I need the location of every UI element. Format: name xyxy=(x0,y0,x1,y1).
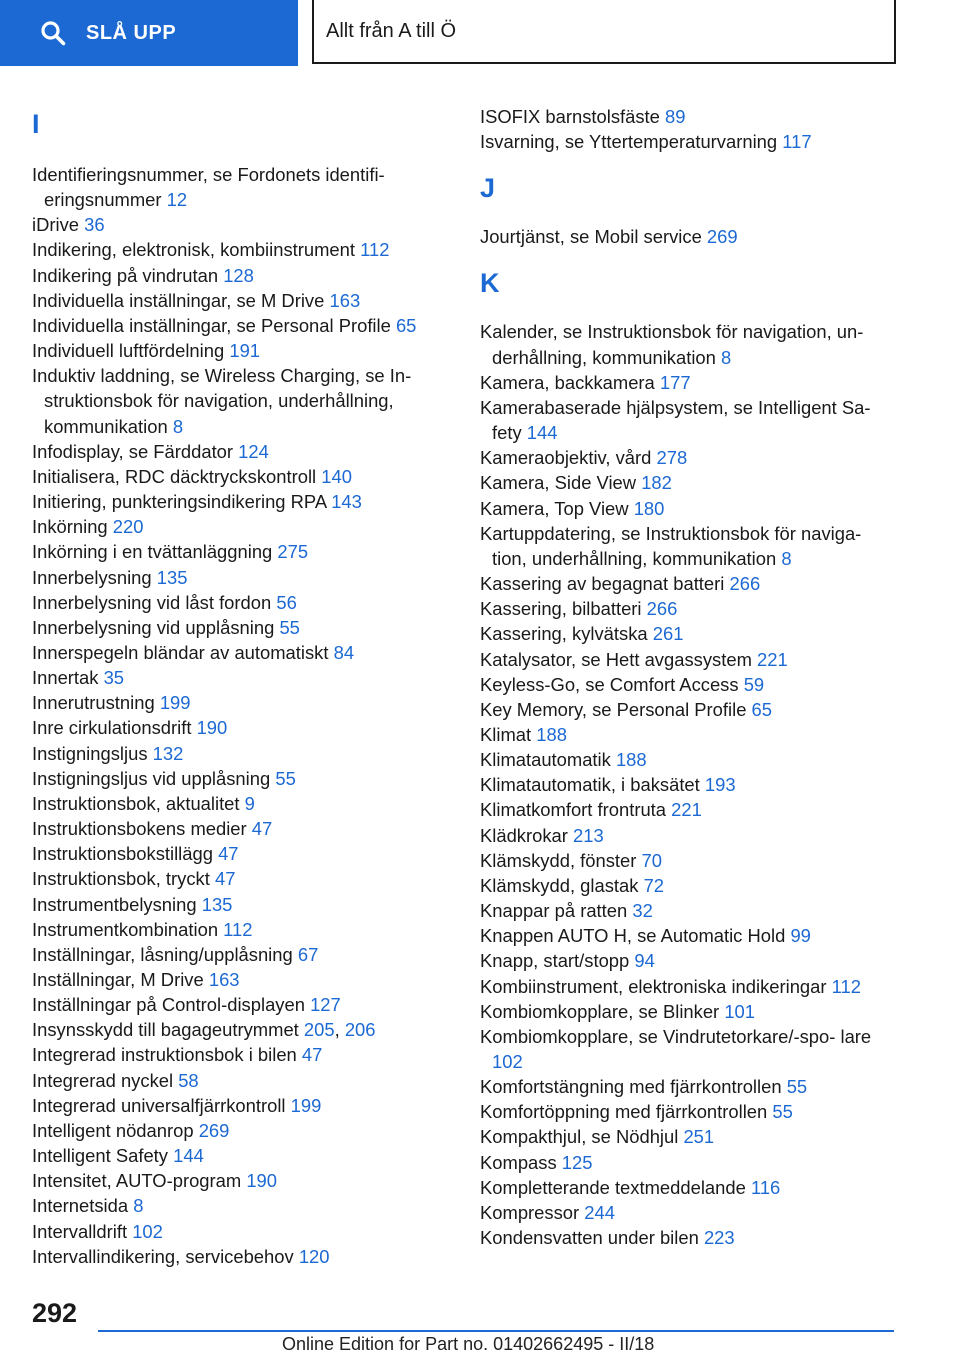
index-list-k xyxy=(480,319,900,1250)
index-entry-text: Knappar på ratten xyxy=(480,900,628,922)
index-entry xyxy=(480,672,900,697)
index-entry xyxy=(32,1118,442,1143)
index-entry xyxy=(32,590,442,615)
index-entry-text: Kassering, kylvätska xyxy=(480,623,648,645)
index-entry xyxy=(480,224,900,249)
page-reference-link[interactable]: 199 xyxy=(159,692,191,714)
index-entry xyxy=(480,722,900,747)
index-entry: Insynsskydd till bagageutrymmet 205, 206 xyxy=(32,1019,376,1041)
index-entry xyxy=(32,640,442,665)
page-reference-link[interactable]: 112 xyxy=(360,239,390,261)
index-entry xyxy=(32,162,442,212)
index-entry xyxy=(32,866,442,891)
section-letter-k: K xyxy=(480,268,500,299)
index-entry-text: Initialisera, RDC däcktryckskontroll xyxy=(32,465,317,487)
index-entry xyxy=(480,747,900,772)
index-entry xyxy=(480,129,900,154)
index-entry xyxy=(480,898,900,923)
index-entry xyxy=(480,797,900,822)
index-entry xyxy=(480,697,900,722)
page-reference-link[interactable]: 84 xyxy=(333,641,355,663)
page-reference-link[interactable]: 101 xyxy=(724,1000,755,1022)
page-reference-link[interactable]: 177 xyxy=(659,371,691,393)
page-reference-link[interactable]: 72 xyxy=(643,874,665,896)
index-entry-text: Inställningar, låsning/upplåsning xyxy=(32,943,293,965)
page-reference-link[interactable]: 120 xyxy=(298,1245,330,1267)
index-entry-text: Kassering, bilbatteri xyxy=(480,598,642,620)
index-entry-text: Intelligent Safety xyxy=(32,1145,168,1167)
page-reference-link[interactable]: 116 xyxy=(750,1176,781,1198)
page-reference-link[interactable]: 89 xyxy=(665,106,686,127)
page-reference-link[interactable]: 55 xyxy=(279,616,300,638)
index-entry xyxy=(32,565,442,590)
index-list-i xyxy=(32,162,442,1269)
index-entry xyxy=(32,288,442,313)
index-entry-text: Individuell luftfördelning xyxy=(32,340,225,362)
index-entry xyxy=(480,848,900,873)
page-reference-link[interactable]: 8 xyxy=(781,547,792,569)
index-entry-text: Klimatkomfort frontruta xyxy=(480,799,667,821)
index-entry xyxy=(480,1099,900,1124)
page-reference-link[interactable]: 188 xyxy=(536,723,567,745)
index-entry xyxy=(32,615,442,640)
page-reference-link[interactable]: 144 xyxy=(526,422,558,444)
page-reference-link[interactable]: 8 xyxy=(133,1195,144,1217)
page-reference-link[interactable]: 47 xyxy=(301,1044,323,1066)
index-entry-text: Induktiv laddning, se Wireless Charging, se In- struktionsbok för navigation, underhållning, kommunikation xyxy=(32,365,412,437)
index-entry xyxy=(480,395,900,445)
page-reference-link[interactable]: 143 xyxy=(331,491,362,513)
index-entry xyxy=(32,539,442,564)
index-entry xyxy=(32,690,442,715)
index-entry-text: Innerutrustning xyxy=(32,692,155,714)
index-entry xyxy=(480,1225,900,1250)
index-entry xyxy=(32,489,442,514)
index-entry-text: Klädkrokar xyxy=(480,824,568,846)
page-reference-link[interactable]: 220 xyxy=(112,516,144,538)
index-entry xyxy=(32,791,442,816)
index-entry-text: Indikering på vindrutan xyxy=(32,264,219,286)
index-column-right xyxy=(480,104,900,1250)
index-entry-text: Knappen AUTO H, se Automatic Hold xyxy=(480,925,786,947)
index-entry xyxy=(32,1168,442,1193)
index-entry-text: Kompressor xyxy=(480,1201,580,1223)
index-entry-text: Individuella inställningar, se M Drive xyxy=(32,289,325,311)
page-reference-link[interactable]: 163 xyxy=(329,289,361,311)
page-reference-link[interactable]: 8 xyxy=(721,346,732,368)
index-entry xyxy=(32,464,442,489)
index-entry-text: Innerbelysning vid upplåsning xyxy=(32,616,275,638)
page-reference-link[interactable]: 127 xyxy=(310,994,341,1016)
index-entry-text: Kombiomkopplare, se Vindrutetorkare/-spo- lare xyxy=(480,1025,872,1047)
index-entry xyxy=(480,873,900,898)
index-entry xyxy=(480,923,900,948)
index-entry-text: Katalysator, se Hett avgassystem xyxy=(480,648,752,670)
top-bar xyxy=(0,0,960,68)
index-entry xyxy=(32,942,442,967)
page-reference-link[interactable]: 35 xyxy=(103,667,125,689)
page-reference-link[interactable]: 112 xyxy=(223,918,253,940)
page-reference-link[interactable]: 278 xyxy=(656,447,688,469)
index-entry-text: Instigningsljus vid upplåsning xyxy=(32,767,271,789)
index-entry-text: Komfortöppning med fjärrkontrollen xyxy=(480,1101,768,1123)
index-entry xyxy=(32,892,442,917)
page-reference-link[interactable]: 269 xyxy=(706,226,738,248)
page-reference-link[interactable]: 266 xyxy=(729,573,761,595)
index-entry-text: Key Memory, se Personal Profile xyxy=(480,698,747,720)
page-number: 292 xyxy=(32,1298,78,1328)
index-column-left xyxy=(32,104,442,1269)
index-entry-text: Isvarning, se Yttertemperaturvarning xyxy=(480,131,778,153)
index-list-j xyxy=(480,224,900,249)
index-entry xyxy=(480,571,900,596)
page-reference-link[interactable]: 47 xyxy=(214,868,236,890)
index-entry xyxy=(480,521,900,571)
index-entry xyxy=(32,1042,442,1067)
page-reference-link[interactable]: 36 xyxy=(84,214,105,236)
index-entry-text: Kondensvatten under bilen xyxy=(480,1227,699,1249)
index-entry-text: Kassering av begagnat batteri xyxy=(480,573,725,595)
index-entry-text: Indikering, elektronisk, kombiinstrument xyxy=(32,239,355,261)
page-reference-link[interactable]: 102 xyxy=(132,1220,163,1242)
index-entry xyxy=(480,1024,900,1074)
index-entry-text: Komfortstängning med fjärrkontrollen xyxy=(480,1076,782,1098)
index-entry xyxy=(32,1143,442,1168)
page-reference-link[interactable]: 55 xyxy=(772,1101,793,1123)
index-entry-text: Inkörning i en tvättanläggning xyxy=(32,541,273,563)
page-reference-link[interactable]: 94 xyxy=(634,950,655,972)
index-entry xyxy=(32,741,442,766)
section-letter-i: I xyxy=(32,109,40,139)
index-entry xyxy=(480,1200,900,1225)
page-reference-link[interactable]: 221 xyxy=(671,799,702,821)
page-reference-link[interactable]: 58 xyxy=(178,1069,199,1091)
page-reference-link[interactable]: 266 xyxy=(646,598,678,620)
page-reference-link[interactable]: 191 xyxy=(229,340,261,362)
page-reference-link[interactable]: 65 xyxy=(395,314,417,336)
index-entry xyxy=(480,596,900,621)
index-entry-text: Inställningar, M Drive xyxy=(32,969,204,990)
index-entry-text: Instruktionsbok, tryckt xyxy=(32,868,210,890)
index-entry-text: Innerbelysning vid låst fordon xyxy=(32,591,272,613)
index-entry-text: Identifieringsnummer, se Fordonets identifi- eringsnummer xyxy=(32,164,385,211)
index-entry-text: Klimat xyxy=(480,723,532,745)
page-reference-link[interactable]: 12 xyxy=(166,189,188,211)
index-entry-text: Integrerad universalfjärrkontroll xyxy=(32,1094,286,1116)
page-reference-link[interactable]: 190 xyxy=(196,717,228,739)
page-reference-link[interactable]: 112 xyxy=(831,975,861,997)
index-entry-text: Kompakthjul, se Nödhjul xyxy=(480,1126,679,1148)
page-reference-link[interactable]: 140 xyxy=(321,465,352,487)
index-entry xyxy=(32,263,442,288)
index-entry-text: ISOFIX barnstolsfäste xyxy=(480,106,660,127)
page-reference-link[interactable]: 206 xyxy=(344,1019,376,1041)
index-entry-text: Instrumentkombination xyxy=(32,918,219,940)
index-entry-text: Klimatautomatik xyxy=(480,749,611,771)
page-reference-link[interactable]: 59 xyxy=(743,673,765,695)
index-entry-text: Insynsskydd till bagageutrymmet xyxy=(32,1019,299,1041)
page-title: Allt från A till Ö xyxy=(312,0,896,64)
footer-divider xyxy=(98,1330,894,1332)
index-list-i-continued xyxy=(480,104,900,154)
page-reference-link[interactable]: 135 xyxy=(156,566,188,588)
index-entry-text: Instigningsljus xyxy=(32,742,148,764)
index-entry xyxy=(480,1175,900,1200)
index-entry-text: Intervalldrift xyxy=(32,1220,128,1242)
index-entry-text: Integrerad nyckel xyxy=(32,1069,174,1091)
index-entry-text: Intervallindikering, servicebehov xyxy=(32,1245,294,1267)
page-reference-link[interactable]: 221 xyxy=(757,648,788,670)
page-reference-link[interactable]: 8 xyxy=(172,415,184,437)
search-icon xyxy=(40,20,66,46)
index-entry xyxy=(32,212,442,237)
page-reference-link[interactable]: 9 xyxy=(244,792,255,814)
index-entry xyxy=(480,647,900,672)
page-reference-link[interactable]: 125 xyxy=(561,1151,593,1173)
index-entry xyxy=(480,1124,900,1149)
index-entry-text: Kalender, se Instruktionsbok för navigation, un- derhållning, kommunikation xyxy=(480,321,864,368)
index-entry-text: Klämskydd, fönster xyxy=(480,849,637,871)
index-entry xyxy=(32,715,442,740)
page-reference-link[interactable]: 124 xyxy=(238,440,269,462)
index-entry xyxy=(32,338,442,363)
index-entry-text: Kamera, Top View xyxy=(480,497,629,519)
search-button[interactable] xyxy=(0,0,298,66)
page-reference-link[interactable]: 251 xyxy=(683,1126,715,1148)
index-entry-text: Intensitet, AUTO-program xyxy=(32,1170,242,1192)
index-entry xyxy=(480,948,900,973)
page-reference-link[interactable]: 102 xyxy=(492,1051,523,1072)
index-entry-text: Jourtjänst, se Mobil service xyxy=(480,226,702,248)
index-entry-text: Innerspegeln bländar av automatiskt xyxy=(32,641,329,663)
page-reference-link[interactable]: 70 xyxy=(641,849,662,871)
page-reference-link[interactable]: 117 xyxy=(782,131,812,153)
index-entry xyxy=(480,104,900,129)
index-entry xyxy=(480,470,900,495)
index-entry xyxy=(32,237,442,262)
page-reference-link[interactable]: 55 xyxy=(275,767,296,789)
index-entry-text: Kameraobjektiv, vård xyxy=(480,447,652,469)
page-reference-link[interactable]: 188 xyxy=(615,749,647,771)
index-entry-text: Instruktionsbokstillägg xyxy=(32,843,213,865)
index-entry xyxy=(480,1074,900,1099)
page-reference-link[interactable]: 223 xyxy=(703,1227,735,1249)
index-entry xyxy=(480,370,900,395)
footer-edition: Online Edition for Part no. 01402662495 - II/18 xyxy=(282,1334,655,1354)
index-entry-text: Kompletterande textmeddelande xyxy=(480,1176,746,1198)
index-entry xyxy=(32,1244,442,1269)
index-entry xyxy=(480,974,900,999)
index-entry xyxy=(32,363,442,438)
index-entry-text: Innerbelysning xyxy=(32,566,152,588)
page-reference-link[interactable]: 99 xyxy=(790,925,811,947)
page-reference-link[interactable]: 261 xyxy=(652,623,684,645)
index-entry-text: Instruktionsbokens medier xyxy=(32,818,247,840)
index-entry-text: Integrerad instruktionsbok i bilen xyxy=(32,1044,297,1066)
page-reference-link[interactable]: 65 xyxy=(751,698,773,720)
search-button-label: SLÅ UPP xyxy=(86,21,177,44)
page-reference-link[interactable]: 132 xyxy=(152,742,184,764)
page-reference-link[interactable]: 205 xyxy=(303,1019,335,1041)
index-entry xyxy=(32,1193,442,1218)
page-reference-link[interactable]: 67 xyxy=(297,943,319,965)
index-entry xyxy=(32,992,442,1017)
index-entry-text: Kamera, Side View xyxy=(480,472,637,494)
index-entry xyxy=(32,1068,442,1093)
index-entry-text: Infodisplay, se Färddator xyxy=(32,440,234,462)
page-reference-link[interactable]: 163 xyxy=(208,969,240,990)
section-letter-j: J xyxy=(480,173,496,204)
page-reference-link[interactable]: 275 xyxy=(277,541,309,563)
index-entry-text: Inställningar på Control-displayen xyxy=(32,994,305,1016)
page-reference-link[interactable]: 47 xyxy=(218,843,239,865)
index-entry-text: Kamerabaserade hjälpsystem, se Intelligent Sa- fety xyxy=(480,396,871,444)
page-reference-link[interactable]: 190 xyxy=(246,1170,278,1192)
page-reference-link[interactable]: 180 xyxy=(633,497,665,519)
index-entry-text: Internetsida xyxy=(32,1195,129,1217)
page-reference-link[interactable]: 244 xyxy=(584,1201,615,1223)
index-entry-text: Inkörning xyxy=(32,516,108,538)
index-entry-text: Knapp, start/stopp xyxy=(480,950,630,972)
index-entry xyxy=(480,621,900,646)
index-entry xyxy=(32,816,442,841)
index-entry xyxy=(32,514,442,539)
index-entry xyxy=(32,766,442,791)
page-reference-link[interactable]: 193 xyxy=(704,774,736,796)
index-entry-text: Kamera, backkamera xyxy=(480,371,655,393)
index-entry-text: Individuella inställningar, se Personal Profile xyxy=(32,314,391,336)
page-reference-link[interactable]: 199 xyxy=(290,1094,322,1116)
index-entry-text: Klimatautomatik, i baksätet xyxy=(480,774,700,796)
index-entry xyxy=(32,841,442,866)
page-reference-link[interactable]: 144 xyxy=(173,1145,204,1167)
page-reference-link[interactable]: 128 xyxy=(223,264,254,286)
index-entry-text: Initiering, punkteringsindikering RPA xyxy=(32,491,327,513)
index-entry-text: Intelligent nödanrop xyxy=(32,1119,194,1141)
index-entry-text: iDrive xyxy=(32,214,80,236)
index-entry xyxy=(480,445,900,470)
page-reference-link[interactable]: 213 xyxy=(573,824,604,846)
index-entry xyxy=(32,1219,442,1244)
index-entry-text: Instruktionsbok, aktualitet xyxy=(32,792,240,814)
index-entry-text: Keyless-Go, se Comfort Access xyxy=(480,673,739,695)
index-entry-text: Kartuppdatering, se Instruktionsbok för naviga- tion, underhållning, kommunikation xyxy=(480,522,862,569)
page-reference-link[interactable]: 135 xyxy=(201,893,233,915)
index-entry xyxy=(32,917,442,942)
index-entry xyxy=(32,967,442,992)
page-reference-link[interactable]: 55 xyxy=(786,1076,808,1098)
index-entry-text: Klämskydd, glastak xyxy=(480,874,639,896)
index-entry xyxy=(32,439,442,464)
index-entry-text: Instrumentbelysning xyxy=(32,893,197,915)
index-entry xyxy=(32,313,442,338)
index-entry xyxy=(480,772,900,797)
index-entry-text: Inre cirkulationsdrift xyxy=(32,717,192,739)
index-entry-text: Innertak xyxy=(32,667,99,689)
index-entry-text: Kombiomkopplare, se Blinker xyxy=(480,1000,720,1022)
index-entry xyxy=(480,1150,900,1175)
index-entry-text: Kompass xyxy=(480,1151,557,1173)
page-reference-link[interactable]: 56 xyxy=(276,591,297,613)
page-reference-link[interactable]: 32 xyxy=(632,900,653,922)
page-reference-link[interactable]: 182 xyxy=(641,472,672,494)
index-entry xyxy=(480,496,900,521)
index-entry xyxy=(480,823,900,848)
index-entry xyxy=(32,1093,442,1118)
index-entry xyxy=(480,319,900,369)
index-entry-text: Kombiinstrument, elektroniska indikeringar xyxy=(480,975,827,997)
index-entry xyxy=(32,665,442,690)
index-entry xyxy=(480,999,900,1024)
page-reference-link[interactable]: 269 xyxy=(198,1119,230,1141)
page-reference-link[interactable]: 47 xyxy=(251,818,273,840)
